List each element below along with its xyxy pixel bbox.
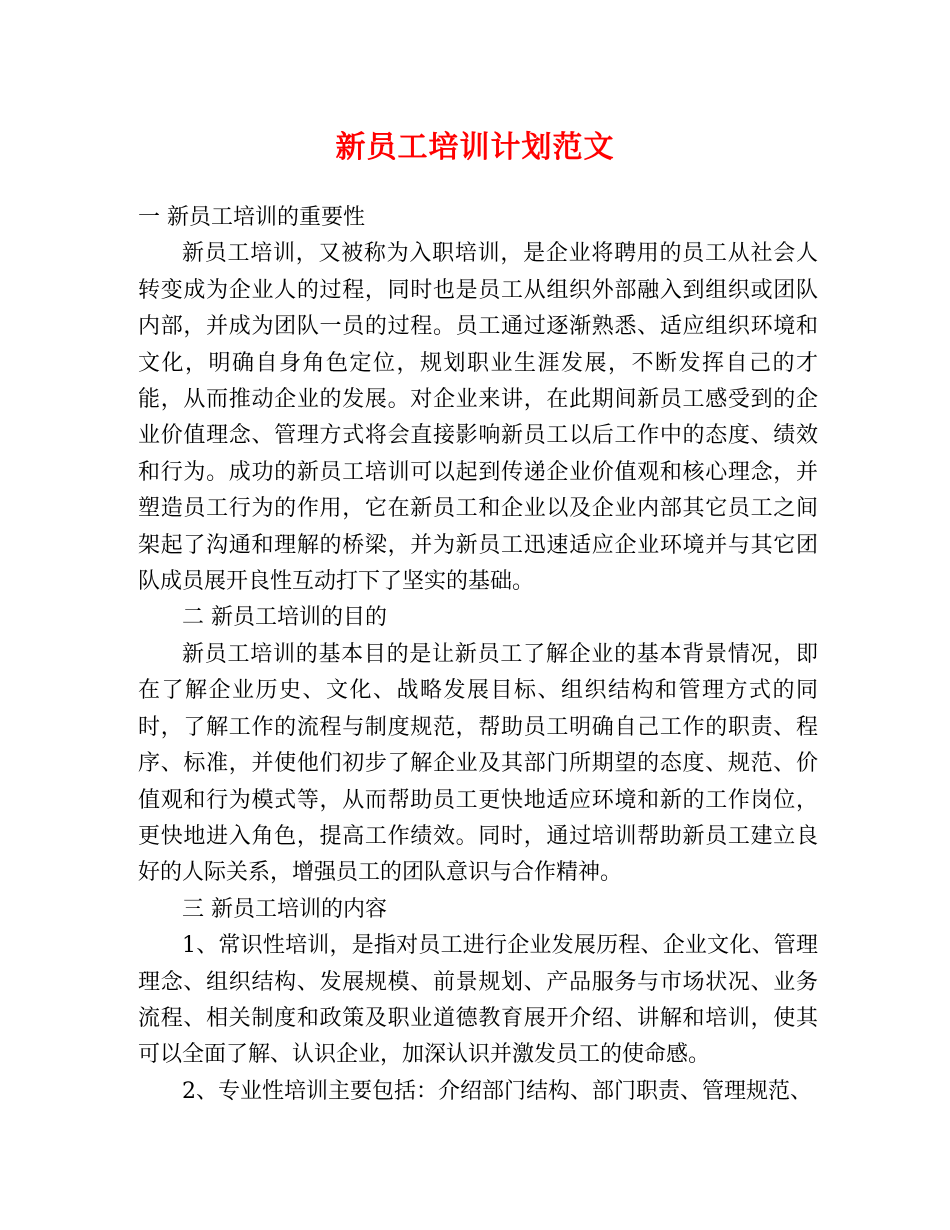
paragraph-content-2: 2、专业性培训主要包括：介绍部门结构、部门职责、管理规范、 [182,1078,812,1104]
document-body [138,200,818,1110]
paragraph-content-1: 1、常识性培训，是指对员工进行企业发展历程、企业文化、管理理念、组织结构、发展规模、前景规划、产品服务与市场状况、业务流程、相关制度和政策及职业道德教育展开介绍、讲解和培训，使其可以全面了解、认识企业，加深认识并激发员工的使命感。 [138,933,818,1068]
paragraph-purpose: 新员工培训的基本目的是让新员工了解企业的基本背景情况，即在了解企业历史、文化、战略发展目标、组织结构和管理方式的同时，了解工作的流程与制度规范，帮助员工明确自己工作的职责、程序、标准，并使他们初步了解企业及其部门所期望的态度、规范、价值观和行为模式等，从而帮助员工更快地适应环境和新的工作岗位，更快地进入角色，提高工作绩效。同时，通过培训帮助新员工建立良好的人际关系，增强员工的团队意识与合作精神。 [138,641,818,886]
section-heading-2: 二 新员工培训的目的 [182,605,387,631]
paragraph-importance: 新员工培训，又被称为入职培训，是企业将聘用的员工从社会人转变成为企业人的过程，同时也是员工从组织外部融入到组织或团队内部，并成为团队一员的过程。员工通过逐渐熟悉、适应组织环境和文化，明确自身角色定位，规划职业生涯发展，不断发挥自己的才能，从而推动企业的发展。对企业来讲，在此期间新员工感受到的企业价值理念、管理方式将会直接影响新员工以后工作中的态度、绩效和行为。成功的新员工培训可以起到传递企业价值观和核心理念，并塑造员工行为的作用，它在新员工和企业以及企业内部其它员工之间架起了沟通和理解的桥梁，并为新员工迅速适应企业环境并与其它团队成员展开良性互动打下了坚实的基础。 [138,241,818,595]
section-heading-1: 一 新员工培训的重要性 [138,205,365,230]
document-title: 新员工培训计划范文 [335,130,615,165]
section-heading-3: 三 新员工培训的内容 [182,896,387,922]
